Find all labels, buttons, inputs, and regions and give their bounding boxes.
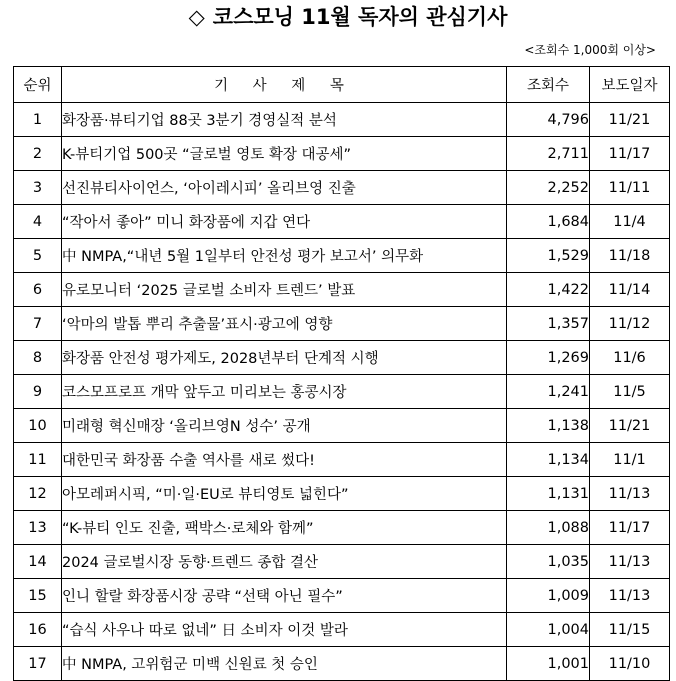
date-cell: 11/1 bbox=[590, 443, 670, 477]
table-row bbox=[14, 443, 670, 477]
article-title-cell: 화장품 안전성 평가제도, 2028년부터 단계적 시행 bbox=[62, 341, 507, 375]
article-title-cell: “작아서 좋아” 미니 화장품에 지갑 연다 bbox=[62, 205, 507, 239]
table-row bbox=[14, 137, 670, 171]
table-row bbox=[14, 647, 670, 681]
rank-cell: 10 bbox=[14, 409, 62, 443]
table-row bbox=[14, 341, 670, 375]
date-cell: 11/11 bbox=[590, 171, 670, 205]
date-cell: 11/4 bbox=[590, 205, 670, 239]
diamond-icon: ◇ bbox=[188, 5, 205, 29]
views-cell: 1,001 bbox=[507, 647, 590, 681]
article-title-cell: 2024 글로벌시장 동향·트렌드 종합 결산 bbox=[62, 545, 507, 579]
date-cell: 11/14 bbox=[590, 273, 670, 307]
views-cell: 1,422 bbox=[507, 273, 590, 307]
date-cell: 11/6 bbox=[590, 341, 670, 375]
views-cell: 1,269 bbox=[507, 341, 590, 375]
article-title-cell: ‘악마의 발톱 뿌리 추출물’표시·광고에 영향 bbox=[62, 307, 507, 341]
rank-cell: 14 bbox=[14, 545, 62, 579]
page-title bbox=[0, 0, 676, 34]
article-title-cell: 화장품·뷰티기업 88곳 3분기 경영실적 분석 bbox=[62, 103, 507, 137]
views-cell: 2,252 bbox=[507, 171, 590, 205]
views-cell: 1,088 bbox=[507, 511, 590, 545]
date-cell: 11/17 bbox=[590, 511, 670, 545]
views-cell: 1,357 bbox=[507, 307, 590, 341]
table-row bbox=[14, 375, 670, 409]
rank-cell: 16 bbox=[14, 613, 62, 647]
views-cell: 1,529 bbox=[507, 239, 590, 273]
rank-cell: 7 bbox=[14, 307, 62, 341]
date-cell: 11/12 bbox=[590, 307, 670, 341]
date-cell: 11/21 bbox=[590, 409, 670, 443]
views-cell: 1,684 bbox=[507, 205, 590, 239]
article-title-cell: 中 NMPA,“내년 5월 1일부터 안전성 평가 보고서’ 의무화 bbox=[62, 239, 507, 273]
table-row bbox=[14, 307, 670, 341]
article-title-cell: 미래형 혁신매장 ‘올리브영N 성수’ 공개 bbox=[62, 409, 507, 443]
rank-cell: 15 bbox=[14, 579, 62, 613]
table-row bbox=[14, 511, 670, 545]
rank-cell: 13 bbox=[14, 511, 62, 545]
date-cell: 11/18 bbox=[590, 239, 670, 273]
rank-cell: 5 bbox=[14, 239, 62, 273]
column-header-date: 보도일자 bbox=[590, 67, 670, 103]
views-cell: 1,004 bbox=[507, 613, 590, 647]
views-cell: 4,796 bbox=[507, 103, 590, 137]
date-cell: 11/17 bbox=[590, 137, 670, 171]
table-row bbox=[14, 239, 670, 273]
rank-cell: 4 bbox=[14, 205, 62, 239]
views-cell: 1,241 bbox=[507, 375, 590, 409]
column-header-title: 기 사 제 목 bbox=[62, 67, 507, 103]
views-cell: 1,009 bbox=[507, 579, 590, 613]
table-row bbox=[14, 273, 670, 307]
rank-cell: 9 bbox=[14, 375, 62, 409]
column-header-rank: 순위 bbox=[14, 67, 62, 103]
article-title-cell: 인니 할랄 화장품시장 공략 “선택 아닌 필수” bbox=[62, 579, 507, 613]
rank-cell: 8 bbox=[14, 341, 62, 375]
article-title-cell: “K-뷰티 인도 진출, 팩박스·로체와 함께” bbox=[62, 511, 507, 545]
column-header-views: 조회수 bbox=[507, 67, 590, 103]
date-cell: 11/21 bbox=[590, 103, 670, 137]
rank-cell: 17 bbox=[14, 647, 62, 681]
rank-cell: 12 bbox=[14, 477, 62, 511]
date-cell: 11/10 bbox=[590, 647, 670, 681]
date-cell: 11/13 bbox=[590, 579, 670, 613]
articles-table bbox=[13, 66, 670, 681]
article-title-cell: “습식 사우나 따로 없네” 日 소비자 이것 발라 bbox=[62, 613, 507, 647]
article-title-cell: 유로모니터 ‘2025 글로벌 소비자 트렌드’ 발표 bbox=[62, 273, 507, 307]
table-body bbox=[14, 103, 670, 681]
table-row bbox=[14, 613, 670, 647]
views-cell: 1,131 bbox=[507, 477, 590, 511]
table-row bbox=[14, 409, 670, 443]
views-cell: 1,035 bbox=[507, 545, 590, 579]
article-title-cell: K-뷰티기업 500곳 “글로벌 영토 확장 대공세” bbox=[62, 137, 507, 171]
rank-cell: 2 bbox=[14, 137, 62, 171]
article-title-cell: 아모레퍼시픽, “미·일·EU로 뷰티영토 넓힌다” bbox=[62, 477, 507, 511]
date-cell: 11/13 bbox=[590, 545, 670, 579]
date-cell: 11/5 bbox=[590, 375, 670, 409]
table-row bbox=[14, 103, 670, 137]
table-header-row bbox=[14, 67, 670, 103]
table-row bbox=[14, 579, 670, 613]
table-row bbox=[14, 205, 670, 239]
views-cell: 1,138 bbox=[507, 409, 590, 443]
date-cell: 11/13 bbox=[590, 477, 670, 511]
rank-cell: 1 bbox=[14, 103, 62, 137]
page-title-text: 코스모닝 11월 독자의 관심기사 bbox=[212, 5, 508, 29]
rank-cell: 11 bbox=[14, 443, 62, 477]
date-cell: 11/15 bbox=[590, 613, 670, 647]
table-row bbox=[14, 171, 670, 205]
rank-cell: 3 bbox=[14, 171, 62, 205]
table-row bbox=[14, 545, 670, 579]
article-title-cell: 대한민국 화장품 수출 역사를 새로 썼다! bbox=[62, 443, 507, 477]
rank-cell: 6 bbox=[14, 273, 62, 307]
article-title-cell: 코스모프로프 개막 앞두고 미리보는 홍콩시장 bbox=[62, 375, 507, 409]
view-threshold-note: <조회수 1,000회 이상> bbox=[524, 43, 656, 57]
views-cell: 1,134 bbox=[507, 443, 590, 477]
table-row bbox=[14, 477, 670, 511]
article-title-cell: 선진뷰티사이언스, ‘아이레시피’ 올리브영 진출 bbox=[62, 171, 507, 205]
article-title-cell: 中 NMPA, 고위험군 미백 신원료 첫 승인 bbox=[62, 647, 507, 681]
views-cell: 2,711 bbox=[507, 137, 590, 171]
